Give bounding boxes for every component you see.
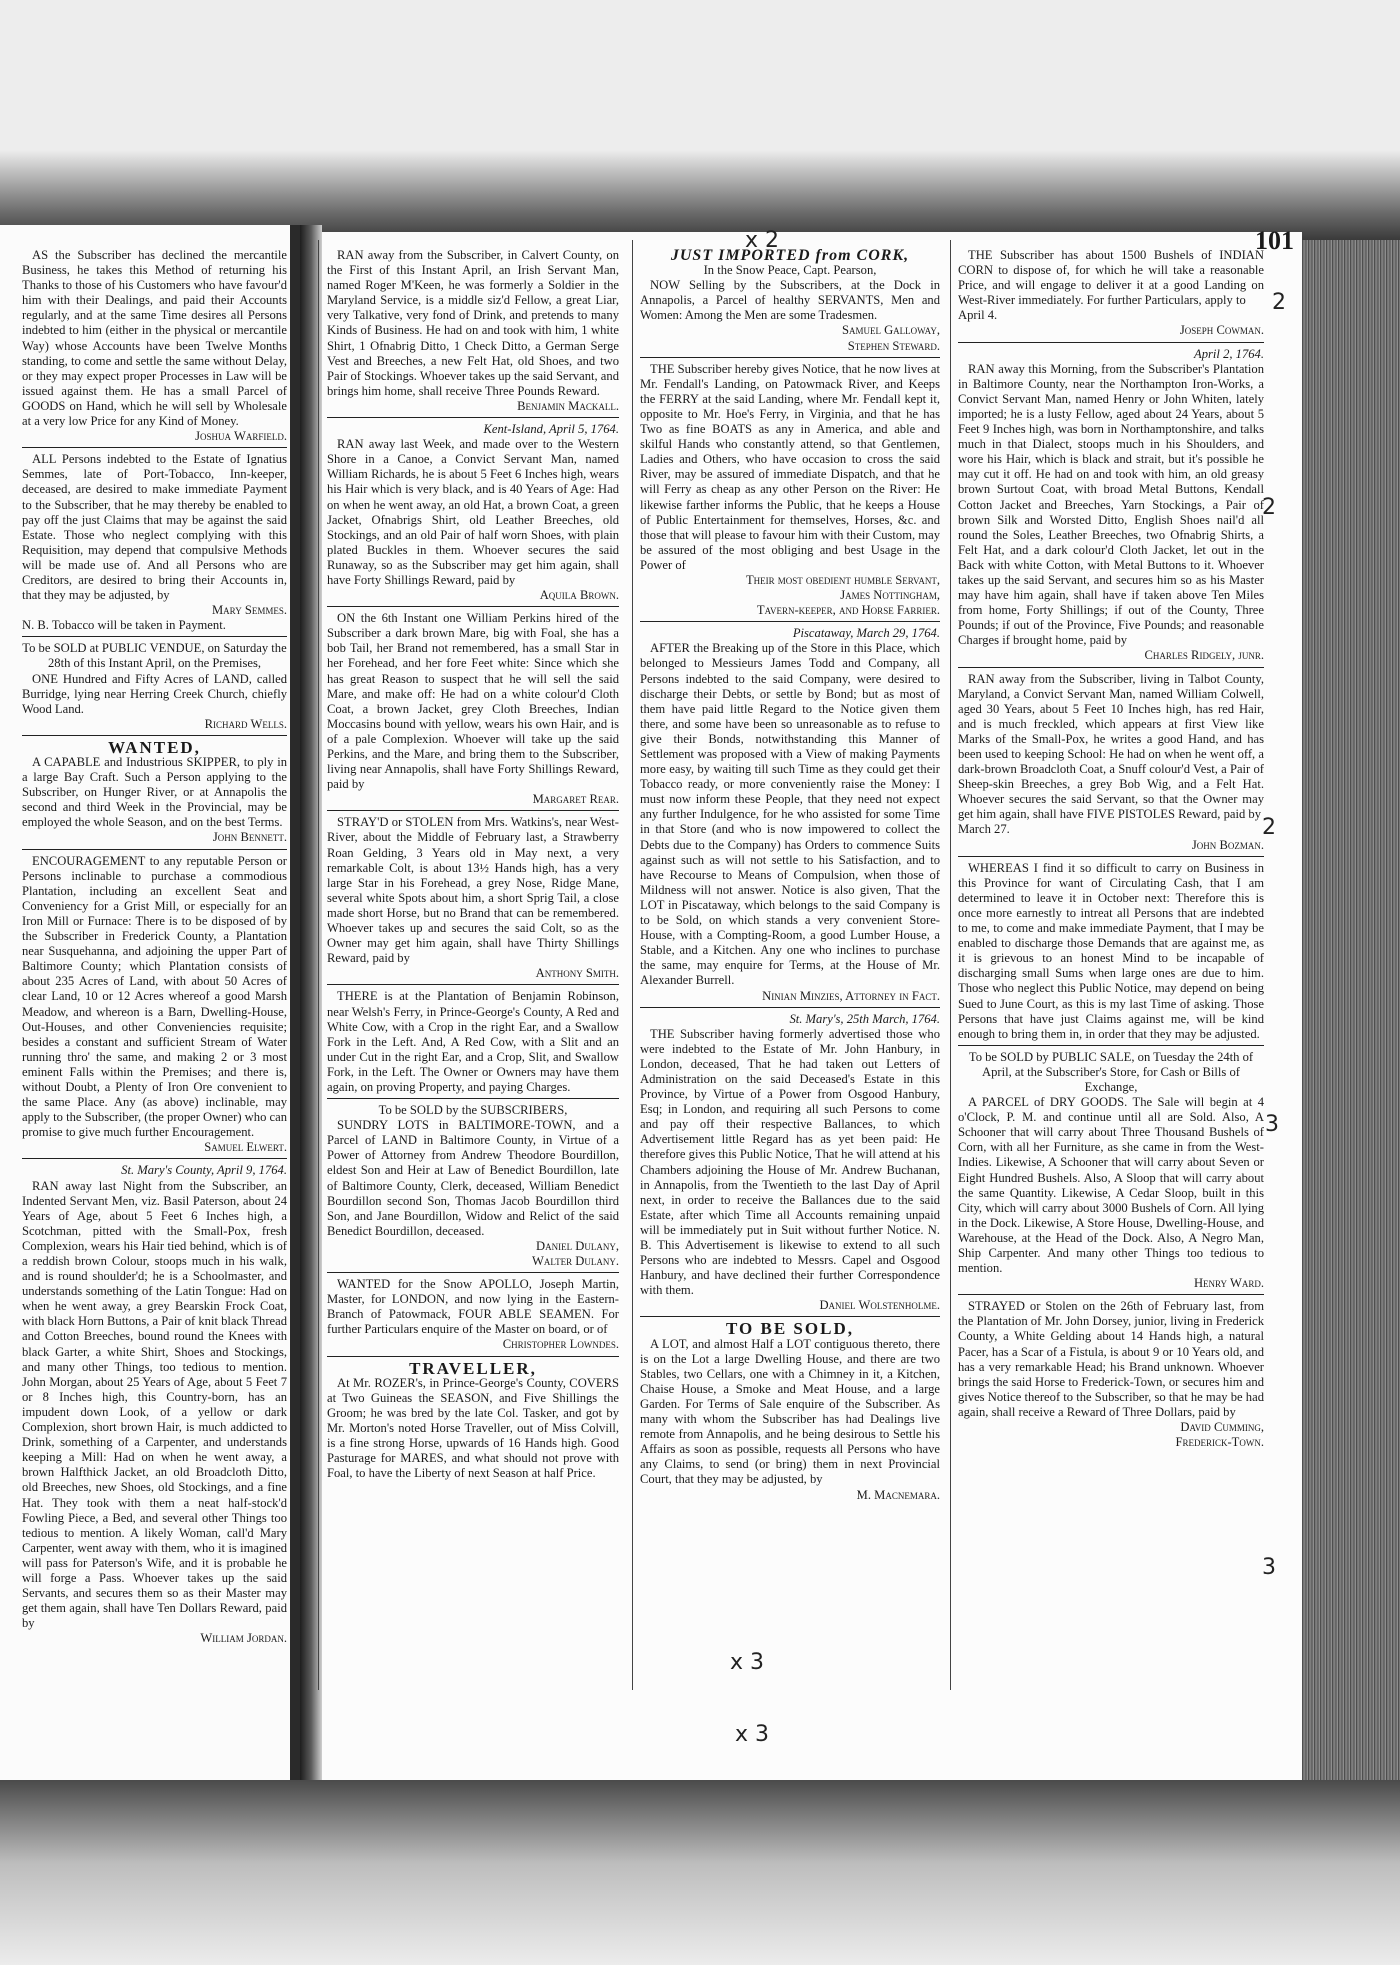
- ad-signature: William Jordan.: [200, 1631, 287, 1646]
- handwritten-mark: 2: [1262, 495, 1276, 520]
- advertisement: [22, 737, 287, 850]
- ad-signature: Mary Semmes.: [211, 603, 287, 618]
- ad-body: AS the Subscriber has declined the mercantile Business, he takes this Method of returning his Thanks to those of his Customers who have favour'd him with their Dealings, and paid their Accounts regularly, and at the same Time desires all Persons indebted to him (either in the physical or mercantile Way) whose Accounts have been Twelve Months standing, to come and settle the same without Delay, or they may expect proper Processes in Law will be issued against them. He has a small Parcel of GOODS on Hand, which he will sell by Wholesale at a very low Price for any Kind of Money.: [22, 248, 287, 429]
- ad-body: ON the 6th Instant one William Perkins hired of the Subscriber a dark brown Mare, big with Foal, she has a bob Tail, her Brand not remembered, has a small Star in her Forehead, and her fore Feet white: Since which she has great Reason to suspect that he will sell the said Mare, and make off: He had on a white colour'd Cloth Coat, a brown Jacket, grey Cloth Breeches, Indian Moccasins bound with yellow, wears his own Hair, and is of a pale Complexion. Whoever will take up the said Perkins, and the Mare, and bring them to the Subscriber, living near Annapolis, shall have Forty Shillings Reward, paid by: [327, 611, 619, 792]
- ad-signature: John Bennett.: [212, 830, 287, 845]
- ad-body: STRAYED or Stolen on the 26th of February last, from the Plantation of Mr. John Dorsey, junior, living in Frederick County, a White Gelding about 14 Hands high, a natural Pacer, has a Scar of a Fistula, is about 9 or 10 Years old, and has a very remarkable Head; his Brand unknown. Whoever brings the said Horse to Frederick-Town, or secures him and gives Notice thereof to the Subscriber, so that he may be had again, shall receive a Reward of Three Dollars, paid by: [958, 1299, 1264, 1419]
- advertisement: [327, 1358, 619, 1485]
- ad-body: A PARCEL of DRY GOODS. The Sale will begin at 4 o'Clock, P. M. and continue until all are Sold. Also, A Schooner that will carry about Three Thousand Bushels of Corn, with all her Furniture, as she came in from the West-Indies. Likewise, A Schooner that will carry about Seven or Eight Hundred Bushels. Also, A Sloop that will carry about the same Quantity. Likewise, A Cedar Sloop, built in this City, which will carry about 3000 Bushels of Corn. All lying in the Dock. Likewise, A Store House, Dwelling-House, and Warehouse, at the Head of the Dock. Also, A Negro Man, Ship Carpenter. And many other Things too tedious to mention.: [958, 1095, 1264, 1276]
- ad-signature: Richard Wells.: [204, 716, 287, 731]
- advertisement: [958, 347, 1264, 668]
- ad-signature: Aquila Brown.: [539, 588, 619, 603]
- ad-body: WANTED for the Snow APOLLO, Joseph Martin, Master, for LONDON, and now lying in the Eastern-Branch of Patowmack, FOUR ABLE SEAMEN. For further Particulars enquire of the Master on board, or of: [327, 1277, 619, 1337]
- ad-signature: Frederick-Town.: [1175, 1435, 1264, 1450]
- advertisement: [22, 641, 287, 736]
- handwritten-mark: x 2: [745, 228, 780, 253]
- advertisement: [22, 248, 287, 448]
- ad-signature: Joshua Warfield.: [195, 429, 287, 444]
- ad-body: RAN away from the Subscriber, living in Talbot County, Maryland, a Convict Servant Man, named William Colwell, aged 30 Years, about 5 Feet 10 Inches high, has red Hair, and is much freckled, which appears at first View like Marks of the Small-Pox, he writes a good Hand, and has been used to keeping School: He had on when he went off, a dark-brown Broadcloth Coat, a Snuff colour'd Vest, a Pair of Sheep-skin Breeches, a grey Bob Wig, and a Felt Hat. Whoever secures the said Servant, so that the Owner may get him again, shall have FIVE PISTOLES Reward, paid by: [958, 671, 1264, 822]
- ad-body: A CAPABLE and Industrious SKIPPER, to ply in a large Bay Craft. Such a Person applying to the Subscriber, on Hunger River, or at Annapolis the second and third Week in the Provincial, may be employed the whole Season, and on the best Terms.: [22, 755, 287, 830]
- ad-dateline: April 2, 1764.: [1194, 346, 1264, 361]
- ad-signature: Samuel Galloway,: [841, 323, 940, 338]
- advertisement: [327, 611, 619, 811]
- ad-body: A LOT, and almost Half a LOT contiguous thereto, there is on the Lot a large Dwelling House, and there are two Stables, two Cellars, one with a Chimney in it, a Kitchen, Chaise House, a Smoke and Meat House, and a large Garden. For Terms of Sale enquire of the Subscriber. As many with whom the Subscriber has had Dealings live remote from Annapolis, and he being desirous to Settle his Affairs as soon as possible, requests all Persons who have any Claims, to send (or bring) them in next Provincial Court, that they may be adjusted, by: [640, 1336, 940, 1487]
- advertisement: [22, 452, 287, 637]
- ad-body: RAN away last Night from the Subscriber, an Indented Servant Men, viz. Basil Paterson, about 24 Years of Age, about 5 Feet 6 Inches high, a Scotchman, pitted with the Small-Pox, fresh Complexion, wears his Hair tied behind, which is of a reddish brown Colour, stoops much in his walk, and is round shoulder'd; he is a Schoolmaster, and understands something of the Latin Tongue: Had on when he went away, a grey Bearskin Frock Coat, with black Horn Buttons, a Pair of knit black Thread and Cotton Breeches, bound round the Knees with black Garter, a white Shirt, Shoes and Stockings, and many other Things, too tedious to mention. John Morgan, about 25 Years of Age, about 5 Feet 7 or 8 Inches high, this Country-born, has an impudent down Look, of a yellow or dark Complexion, short brown Hair, is much addicted to Drink, something of a Carpenter, and understands keeping a Mill: Had on when he went away, a brown Halfthick Jacket, an old Broadcloth Ditto, old Breeches, new Shoes, old Stockings, and a fine Hat. They took with them a neat half-stock'd Fowling Piece, a Bed, and several other Things too tedious to mention. A likely Woman, call'd Mary Carpenter, went away with them, who it is imagined will pass for Paterson's Wife, and it is probable he will forge a Pass. Whoever takes up the said Servants, and secures them so as their Master may get them again, shall have Ten Dollars Reward, paid by: [22, 1178, 287, 1631]
- advertisement: [327, 1277, 619, 1356]
- column-3: [640, 248, 940, 1510]
- ad-body: ENCOURAGEMENT to any reputable Person or Persons inclinable to purchase a commodious Plantation, including an excellent Seat and Conveniency for a Grist Mill, or especially for an Iron Mill or Furnace: There is to be disposed of by the Subscriber in Frederick County, a Plantation near Susquehanna, and adjoining the upper Part of Baltimore County; which Plantation consists of about 235 Acres of Land, with about 50 Acres of clear Land, 10 or 12 Acres whereof a good Marsh Meadow, and whereon is a Barn, Dwelling-House, Out-Houses, and other Conveniencies requisite; besides a constant and sufficient Stream of Water running thro' the same, and making 2 or 3 most eminent Falls within the Premises; and there is, without Doubt, a Plenty of Iron Ore convenient to the same Place. Any (as above) inclinable, may apply to the Subscriber, (the proper Owner) who can promise to give much further Encouragement.: [22, 853, 287, 1140]
- ad-signature: Joseph Cowman.: [1179, 323, 1264, 338]
- ad-body: RAN away last Week, and made over to the Western Shore in a Canoe, a Convict Servant Man, named William Richards, he is about 5 Feet 6 Inches high, wears his Hair which is very black, and is 40 Years of Age: Had on when he went away, an old Hat, a brown Coat, a green Jacket, Ofnabrigs Shirt, old Leather Breeches, old Stockings, and an old Pair of half worn Shoes, with plain plated Buckles in them. Whoever secures the said Runaway, so as the Subscriber may get him again, shall have Forty Shillings Reward, paid by: [327, 437, 619, 587]
- ad-heading: To be SOLD at PUBLIC VENDUE, on Saturday the 28th of this Instant April, on the Premises,: [22, 641, 287, 671]
- ad-signature: Stephen Steward.: [847, 338, 940, 353]
- page-number: 101: [1255, 226, 1294, 255]
- ad-body: At Mr. ROZER's, in Prince-George's County, COVERS at Two Guineas the SEASON, and Five Shillings the Groom; he was bred by the late Col. Tasker, and got by Mr. Morton's noted Horse Traveller, out of Miss Colvill, is a fine strong Horse, upwards of 16 Hands high. Good Pasturage for MARES, and what should not prove with Foal, to have the Liberty of next Season at half Price.: [327, 1375, 619, 1481]
- advertisement: [327, 989, 619, 1099]
- ad-heading: To be SOLD by the SUBSCRIBERS,: [378, 1103, 568, 1118]
- ad-signature: James Nottingham,: [840, 588, 940, 603]
- ad-body: THERE is at the Plantation of Benjamin Robinson, near Welsh's Ferry, in Prince-George's County, A Red and White Cow, with a Crop in the right Ear, and a Swallow Fork in the Left. And, A Red Cow, with a Slit and an under Cut in the right Ear, and a Crop, Slit, and Swallow Fork, in the Left. The Owner or Owners may have them again, on proving Property, and paying Charges.: [327, 989, 619, 1094]
- page-edges: [1302, 240, 1400, 1780]
- column-rule: [950, 240, 951, 1690]
- advertisement: [327, 815, 619, 985]
- ad-date: April 4.: [958, 308, 998, 323]
- handwritten-mark: x 3: [730, 1650, 765, 1675]
- ad-body: RAN away from the Subscriber, in Calvert County, on the First of this Instant April, an Irish Servant Man, named Roger M'Keen, he was formerly a Soldier in the Maryland Service, is a middle siz'd Fellow, a great Liar, very Talkative, very fond of Drink, and pretends to many Kinds of Business. He had on and took with him, 1 white Shirt, 1 Ofnabrig Ditto, 1 Check Ditto, a German Serge Vest and Breeches, a new Felt Hat, old Shoes, and two Pair of Stockings. Whoever takes up the said Servant, and brings him home, shall receive Three Pounds Reward.: [327, 248, 619, 398]
- advertisement: [640, 626, 940, 1007]
- ad-signature: Charles Ridgely, junr.: [1144, 648, 1264, 663]
- ad-body: STRAY'D or STOLEN from Mrs. Watkins's, near West-River, about the Middle of February last, a Strawberry Roan Gelding, 3 Years old in May next, a very remarkable Colt, is about 13½ Hands high, has a very large Star in his Forehead, a grey Nose, Ridge Mane, several white Spots about him, a short Sprig Tail, a close made short Horse, but no Brand that can be remembered. Whoever takes up and secures the said Colt, so as the Owner may get him again, shall have Thirty Shillings Reward, paid by: [327, 815, 619, 966]
- ad-body: AFTER the Breaking up of the Store in this Place, which belonged to Messieurs James Todd and Company, all Persons indebted to the said Company, were desired to discharge their Debts, or settle by Bond; but as most of them have paid little Regard to the Notice given them there, and some have been so unreasonable as to refuse to give their Bonds, notwithstanding this Manner of Settlement was proposed with a View of making Payments more easy, by waiting till such Time as they could get their Tobacco ready, or more conveniently raise the Money: I must now inform these People, that they need not expect any further Indulgence, for he who assisted for some Time in that Store (and who is now impowered to collect the Debts due to the Company) has Orders to commence Suits against such as will not settle to his Satisfaction, and to have Recourse to Means of Compulsion, when those of Mildness will not answer. Notice is also given, That the LOT in Piscataway, which belongs to the said Company is to be Sold, on which stands a very convenient Store-House, with a Compting-Room, a good Lumber House, a Stable, and a Kitchen. Any one who inclines to purchase the same, may enquire for Terms, at the House of Mr. Alexander Burrell.: [640, 641, 940, 988]
- ad-signature: Henry Ward.: [1193, 1276, 1264, 1291]
- ad-subtitle: In the Snow Peace, Capt. Pearson,: [703, 263, 877, 278]
- advertisement: [640, 1321, 940, 1505]
- ad-body: ONE Hundred and Fifty Acres of LAND, called Burridge, lying near Herring Creek Church, chiefly Wood Land.: [22, 671, 287, 716]
- ad-body: THE Subscriber has about 1500 Bushels of INDIAN CORN to dispose of, for which he will take a reasonable Price, and will engage to deliver it at a good Landing on West-River immediately. For further Particulars, apply to: [958, 248, 1264, 308]
- ad-body: THE Subscriber having formerly advertised those who were indebted to the Estate of Mr. John Hanbury, in London, deceased, That he had taken out Letters of Administration on the said Deceased's Estate in this Province, by Virtue of a Power from Osgood Hanbury, Esq; in London, and requiring all such Persons to come and pay off their respective Ballances, to which Advertisement little Regard has as yet been paid: He therefore gives this Public Notice, That he will attend at his Chambers adjoining the House of Mr. Andrew Buchanan, in Annapolis, from the Twentieth to the last Day of April next, in order to receive the Ballances due to the said Estate, after which Time all Accounts remaining unpaid will be immediately put in Suit without further Notice. N. B. This Advertisement is likewise to extend to all such Persons who are indebted to Messrs. Capel and Osgood Hanbury, and have declined their further Correspondence with them.: [640, 1026, 940, 1298]
- advertisement: [958, 672, 1264, 857]
- advertisement: [327, 248, 619, 418]
- ad-body: NOW Selling by the Subscribers, at the Dock in Annapolis, a Parcel of healthy SERVANTS, Men and Women: Among the Men are some Tradesmen.: [640, 278, 940, 323]
- ad-body: WHEREAS I find it so difficult to carry on Business in this Province for want of Circulating Cash, that I am determined to leave it in October next: Therefore this is once more earnestly to intreat all Persons that are indebted to me, to come and make immediate Payment, that I may be enabled to discharge those Demands that are against me, as it is grievous to an honest Mind to be incapable of discharging small Sums when large ones are due to him. Those who neglect this Public Notice, may depend on being Sued to June Court, as this is my last Time of asking. Those Persons that have just Claims against me, will be kind enough to bring them in, in order that they may be adjusted.: [958, 860, 1264, 1041]
- column-rule: [318, 240, 319, 1690]
- ad-signature: Samuel Elwert.: [204, 1140, 287, 1155]
- ad-signature: Their most obedient humble Servant,: [745, 572, 940, 587]
- ad-signature: Walter Dulany.: [532, 1254, 619, 1268]
- ad-signature: Anthony Smith.: [535, 966, 619, 981]
- advertisement: [640, 362, 940, 623]
- ad-signature: John Bozman.: [1191, 837, 1264, 852]
- ad-date: March 27.: [958, 822, 1010, 837]
- ad-title: WANTED,: [108, 737, 201, 757]
- ad-dateline: St. Mary's County, April 9, 1764.: [121, 1163, 287, 1178]
- column-4: [958, 248, 1264, 1457]
- column-2: [327, 248, 619, 1488]
- ad-title: TO BE SOLD,: [726, 1319, 854, 1339]
- ad-dateline: Kent-Island, April 5, 1764.: [483, 422, 619, 437]
- handwritten-mark: 3: [1262, 1555, 1276, 1580]
- advertisement: [640, 1012, 940, 1318]
- ad-dateline: St. Mary's, 25th March, 1764.: [789, 1011, 940, 1026]
- handwritten-mark: x 3: [735, 1722, 770, 1747]
- ad-body: THE Subscriber hereby gives Notice, that he now lives at Mr. Fendall's Landing, on Patowmack River, and Keeps the FERRY at the said Landing, where Mr. Fendall kept it, opposite to Mr. Hoe's Ferry, in Virginia, and that he has Two as fine BOATS as any in America, and able and skilful Hands who constantly attend, so that Gentlemen, Ladies and Others, who have occasion to cross the said River, may be assured of immediate Dispatch, and that he will Ferry as cheap as any other Person on the River: He likewise farther informs the Public, that he keeps a House of Public Entertainment for themselves, Horses, &c. and those that will please to favour him with their Custom, may be assured of the most obliging and best Usage in the Power of: [640, 361, 940, 572]
- ad-signature: Daniel Wolstenholme.: [819, 1298, 940, 1313]
- advertisement: [22, 854, 287, 1160]
- ad-dateline: Piscataway, March 29, 1764.: [792, 626, 940, 641]
- ad-signature: M. Macnemara.: [856, 1487, 940, 1502]
- advertisement: [958, 248, 1264, 343]
- ad-body: RAN away this Morning, from the Subscriber's Plantation in Baltimore County, near the Northampton Iron-Works, a Convict Servant Man, named Henry or John Whiten, lately imported; he is a lusty Fellow, aged about 24 Years, about 5 Feet 9 Inches high, was born in Northamptonshire, and talks much in that Dialect, stoops much in his Shoulders, and wore his Hair, which is black and strait, but it's possible he may cut it off. He had on and took with him, an old greasy brown Surtout Coat, with broad Metal Buttons, Kendall Cotton Jacket and Breeches, Yarn Stockings, a Pair of brown Silk and Worsted Ditto, English Shoes nail'd all round the Soles, Leather Breeches, two Ofnabrig Shirts, a Felt Hat, and a dark colour'd Cloth Jacket, let out in the Back with white Cotton, with Metal Buttons to it. Whoever takes up the said Servant, and secures him so as his Master may have him again, shall have if taken above Ten Miles from home, Forty Shillings; if out of the County, Three Pounds; if out of the Province, Five Pounds; and reasonable Charges if brought home, paid by: [958, 361, 1264, 648]
- column-rule: [632, 240, 633, 1690]
- advertisement: [327, 1103, 619, 1273]
- ad-signature: David Cumming,: [1180, 1420, 1264, 1435]
- advertisement: [958, 861, 1264, 1046]
- scan-top-margin: [0, 0, 1400, 150]
- ad-title: TRAVELLER,: [409, 1358, 537, 1378]
- handwritten-mark: 2: [1262, 815, 1276, 840]
- advertisement: [958, 1299, 1264, 1453]
- ad-signature: Daniel Dulany,: [536, 1238, 619, 1253]
- ad-signature: Margaret Rear.: [532, 792, 619, 807]
- advertisement: [640, 248, 940, 358]
- handwritten-mark: 3: [1265, 1112, 1279, 1137]
- scan-bottom-margin: [0, 1780, 1400, 1965]
- ad-signature: Tavern-keeper, and Horse Farrier.: [756, 603, 940, 618]
- advertisement: [958, 1050, 1264, 1296]
- column-1: [22, 248, 287, 1653]
- ad-heading: To be SOLD by PUBLIC SALE, on Tuesday the 24th of April, at the Subscriber's Store, for Cash or Bills of Exchange,: [968, 1049, 1254, 1094]
- ad-signature: Benjamin Mackall.: [517, 398, 619, 413]
- ad-body: ALL Persons indebted to the Estate of Ignatius Semmes, late of Port-Tobacco, Inn-keeper, deceased, are desired to make immediate Payment to the Subscriber, that he may thereby be enabled to pay off the just Claims that may be against the said Estate. Those who neglect complying with this Requisition, may depend that compulsive Methods will be made use of. And all Persons who are Creditors, are desired to bring their Accounts in, that they may be adjusted, by: [22, 452, 287, 603]
- ad-note: N. B. Tobacco will be taken in Payment.: [22, 618, 226, 633]
- ad-body: SUNDRY LOTS in BALTIMORE-TOWN, and a Parcel of LAND in Baltimore County, in Virtue of a Power of Attorney from Andrew Theodore Bourdillon, eldest Son and Heir at Law of Benedict Bourdillon, late of Baltimore County, Clerk, deceased, William Benedict Bourdillon second Son, Thomas Jacob Bourdillon third Son, and Jane Bourdillon, Widow and Relict of the said Benedict Bourdillon, deceased.: [327, 1118, 619, 1238]
- advertisement: [22, 1163, 287, 1649]
- ad-title: JUST IMPORTED from CORK,: [670, 247, 910, 264]
- ad-signature: Christopher Lowndes.: [502, 1337, 619, 1352]
- advertisement: [327, 422, 619, 607]
- ad-signature: Ninian Minzies, Attorney in Fact.: [762, 988, 940, 1003]
- handwritten-mark: 2: [1272, 290, 1286, 315]
